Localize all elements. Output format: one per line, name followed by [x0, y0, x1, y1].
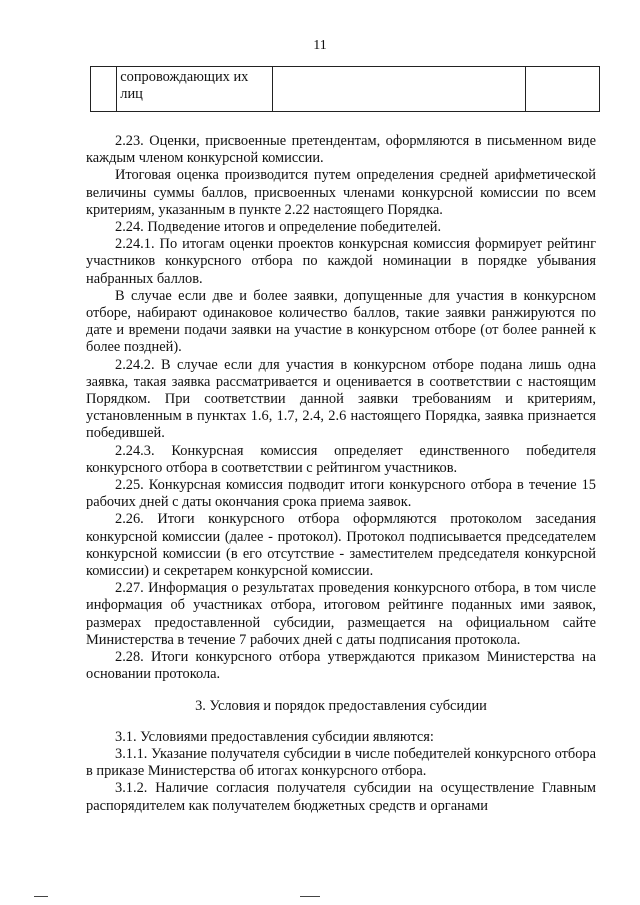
table-row	[91, 67, 600, 112]
document-body	[86, 133, 596, 815]
table-cell-empty	[525, 67, 599, 112]
paragraph-2-23: 2.23. Оценки, присвоенные претендентам, оформляются в письменном виде каждым членом конкурсной комиссии.	[86, 133, 596, 167]
paragraph-2-24-2: 2.24.2. В случае если для участия в конкурсном отборе подана лишь одна заявка, такая заявка рассматривается и оценивается в соответствии с настоящим Порядком. При соответствии данной заявки требованиям и критериям, установленным в пунктах 1.6, 1.7, 2.4, 2.6 настоящего Порядка, заявка признается победившей.	[86, 356, 596, 442]
section-heading: 3. Условия и порядок предоставления субсидии	[195, 697, 487, 714]
paragraph-3-1: 3.1. Условиями предоставления субсидии являются:	[115, 728, 434, 745]
paragraph-3-1-1: 3.1.1. Указание получателя субсидии в числе победителей конкурсного отбора в приказе Министерства об итогах конкурсного отбора.	[86, 745, 596, 780]
paragraph-2-27: 2.27. Информация о результатах проведения конкурсного отбора, в том числе информация об участниках отбора, итоговом рейтинге поданных ими заявок, размерах предоставленной субсидии, размещается на официальном сайте Министерства в течение 7 рабочих дней с даты подписания протокола.	[86, 580, 596, 648]
paragraph-2-24-3: 2.24.3. Конкурсная комиссия определяет единственного победителя конкурсного отбора в соответствии с рейтингом участников.	[86, 442, 596, 476]
paragraph-2-25: 2.25. Конкурсная комиссия подводит итоги конкурсного отбора в течение 15 рабочих дней с даты окончания срока приема заявок.	[86, 477, 596, 511]
table-fragment	[90, 66, 600, 112]
paragraph-2-23-final-score: Итоговая оценка производится путем определения средней арифметической величины суммы баллов, присвоенных членами конкурсной комиссии по всем критериям, указанным в пункте 2.22 настоящего Порядка.	[86, 167, 596, 218]
footer-rule-center	[300, 896, 320, 897]
page-number: 11	[313, 38, 327, 53]
footer-rule-left	[34, 896, 48, 897]
paragraph-2-24-1: 2.24.1. По итогам оценки проектов конкурсная комиссия формирует рейтинг участников конкурсного отбора по каждой номинации в порядке убывания набранных баллов.	[86, 236, 596, 287]
paragraph-3-1-2: 3.1.2. Наличие согласия получателя субсидии на осуществление Главным распорядителем как получателем бюджетных средств и органами	[86, 780, 596, 814]
table-cell-empty	[91, 67, 117, 112]
table-cell-empty	[272, 67, 525, 112]
paragraph-2-24-1-tie: В случае если две и более заявки, допущенные для участия в конкурсном отборе, набирают одинаковое количество баллов, такие заявки ранжируются по дате и времени подачи заявки на участие в конкурсном отборе (от более ранней к более поздней).	[86, 287, 596, 356]
table-cell-text: сопровождающих их лиц	[117, 67, 273, 112]
paragraph-2-28: 2.28. Итоги конкурсного отбора утверждаются приказом Министерства на основании протокола.	[86, 649, 596, 683]
paragraph-2-26: 2.26. Итоги конкурсного отбора оформляются протоколом заседания конкурсной комиссии (далее - протокол). Протокол подписывается председателем конкурсной комиссии (в его отсутствие - заместителем председателя конкурсной комиссии) и секретарем конкурсной комиссии.	[86, 511, 596, 580]
paragraph-2-24: 2.24. Подведение итогов и определение победителей.	[115, 219, 442, 236]
